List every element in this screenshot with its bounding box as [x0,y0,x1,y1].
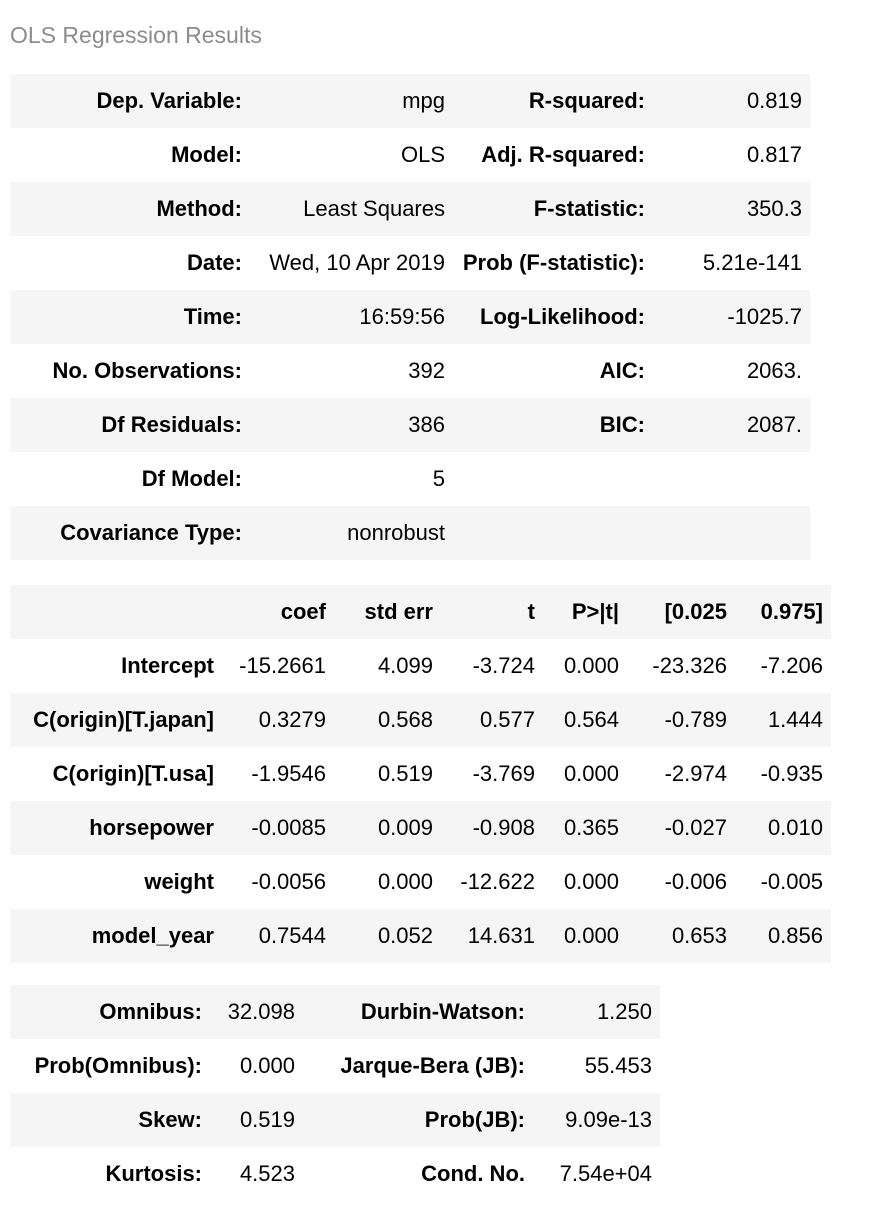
summary-label: Model: [171,142,242,167]
summary-label: Covariance Type: [60,520,242,545]
summary-label: Prob (F-statistic): [462,250,645,275]
coef-row [10,639,831,693]
summary-value: 16:59:56 [359,304,445,329]
summary-value: 0.819 [746,88,802,113]
std-err-value: 0.519 [377,761,433,786]
diagnostic-label: Omnibus: [99,999,202,1024]
ci-low-value: -0.027 [664,815,727,840]
summary-label: Method: [156,196,242,221]
diagnostic-value: 7.54e+04 [559,1161,652,1186]
summary-row [10,452,810,506]
p-value: 0.000 [563,869,619,894]
std-err-value: 4.099 [377,653,433,678]
summary-label: No. Observations: [52,358,242,383]
p-value: 0.564 [563,707,619,732]
summary-value: Wed, 10 Apr 2019 [269,250,445,275]
coef-row-label: model_year [91,923,214,948]
summary-label: F-statistic: [533,196,645,221]
summary-label [453,452,653,506]
diagnostic-label: Jarque-Bera (JB): [340,1053,525,1078]
ci-low-value: -2.974 [664,761,727,786]
coef-value: -15.2661 [239,653,326,678]
ci-high-value: -0.005 [760,869,823,894]
ci-high-value: 0.856 [767,923,823,948]
coef-row [10,909,831,963]
summary-row [10,506,810,560]
summary-row [10,128,810,182]
coef-row-label: horsepower [89,815,214,840]
summary-label: Df Model: [141,466,242,491]
diagnostic-row [10,1093,660,1147]
t-value: -3.724 [472,653,535,678]
coef-value: 0.7544 [258,923,326,948]
diagnostic-label: Kurtosis: [105,1161,202,1186]
coef-header-t: t [527,599,535,624]
summary-label: Dep. Variable: [96,88,242,113]
ci-low-value: 0.653 [671,923,727,948]
coef-header-ci-high: 0.975] [760,599,823,624]
coef-row-label: C(origin)[T.usa] [52,761,214,786]
summary-row [10,74,810,128]
summary-label: BIC: [599,412,645,437]
diagnostic-value: 1.250 [596,999,652,1024]
summary-value: mpg [402,88,445,113]
coef-header-coef: coef [280,599,326,624]
p-value: 0.000 [563,761,619,786]
t-value: -0.908 [472,815,535,840]
diagnostic-row [10,1147,660,1201]
summary-value: Least Squares [303,196,445,221]
diagnostic-value: 0.000 [239,1053,295,1078]
diagnostic-value: 55.453 [584,1053,652,1078]
diagnostic-label: Skew: [138,1107,202,1132]
std-err-value: 0.009 [377,815,433,840]
ci-high-value: -7.206 [760,653,823,678]
ci-high-value: 0.010 [767,815,823,840]
summary-value [653,452,810,506]
coef-row [10,747,831,801]
coef-row-label: weight [144,869,214,894]
std-err-value: 0.568 [377,707,433,732]
summary-row [10,398,810,452]
summary-label: Df Residuals: [101,412,242,437]
summary-value: -1025.7 [727,304,802,329]
ci-low-value: -0.789 [664,707,727,732]
coef-header-empty [10,585,222,639]
summary-label [453,506,653,560]
summary-value: 0.817 [746,142,802,167]
summary-table [10,74,810,560]
summary-label: AIC: [599,358,645,383]
summary-row [10,344,810,398]
std-err-value: 0.000 [377,869,433,894]
summary-value: OLS [400,142,445,167]
p-value: 0.000 [563,923,619,948]
diagnostics-table [10,985,660,1201]
summary-value: 350.3 [746,196,802,221]
coef-value: -1.9546 [251,761,326,786]
diagnostic-value: 9.09e-13 [565,1107,652,1132]
coefficients-table [10,585,831,963]
diagnostic-row [10,1039,660,1093]
summary-label: Date: [186,250,242,275]
coef-row-label: C(origin)[T.japan] [33,707,214,732]
summary-label: R-squared: [528,88,645,113]
diagnostic-label: Prob(Omnibus): [34,1053,202,1078]
summary-value: 5.21e-141 [702,250,802,275]
diagnostic-label: Prob(JB): [424,1107,525,1132]
ci-low-value: -0.006 [664,869,727,894]
coef-value: -0.0085 [251,815,326,840]
summary-row [10,182,810,236]
ci-high-value: 1.444 [767,707,823,732]
diagnostic-row [10,985,660,1039]
summary-label: Log-Likelihood: [480,304,645,329]
coef-header-p: P>|t| [571,599,619,624]
t-value: -12.622 [460,869,535,894]
summary-row [10,236,810,290]
diagnostic-value: 4.523 [239,1161,295,1186]
diagnostic-value: 0.519 [239,1107,295,1132]
t-value: 14.631 [467,923,535,948]
diagnostic-label: Durbin-Watson: [360,999,525,1024]
coef-value: 0.3279 [258,707,326,732]
summary-value [653,506,810,560]
ci-low-value: -23.326 [652,653,727,678]
t-value: 0.577 [479,707,535,732]
t-value: -3.769 [472,761,535,786]
summary-value: 5 [432,466,445,491]
diagnostic-label: Cond. No. [421,1161,525,1186]
p-value: 0.365 [563,815,619,840]
summary-value: 392 [408,358,445,383]
summary-row [10,290,810,344]
p-value: 0.000 [563,653,619,678]
summary-value: nonrobust [347,520,445,545]
coef-header-row [10,585,831,639]
summary-value: 386 [408,412,445,437]
summary-value: 2087. [746,412,802,437]
coef-header-ci-low: [0.025 [664,599,727,624]
report-title: OLS Regression Results [10,22,262,48]
diagnostic-value: 32.098 [227,999,295,1024]
coef-value: -0.0056 [251,869,326,894]
summary-value: 2063. [746,358,802,383]
summary-label: Adj. R-squared: [481,142,645,167]
ols-regression-report [0,21,872,1221]
coef-row [10,801,831,855]
summary-label: Time: [183,304,242,329]
coef-row-label: Intercept [121,653,214,678]
ci-high-value: -0.935 [760,761,823,786]
std-err-value: 0.052 [377,923,433,948]
coef-row [10,693,831,747]
coef-row [10,855,831,909]
coef-header-std-err: std err [364,599,433,624]
